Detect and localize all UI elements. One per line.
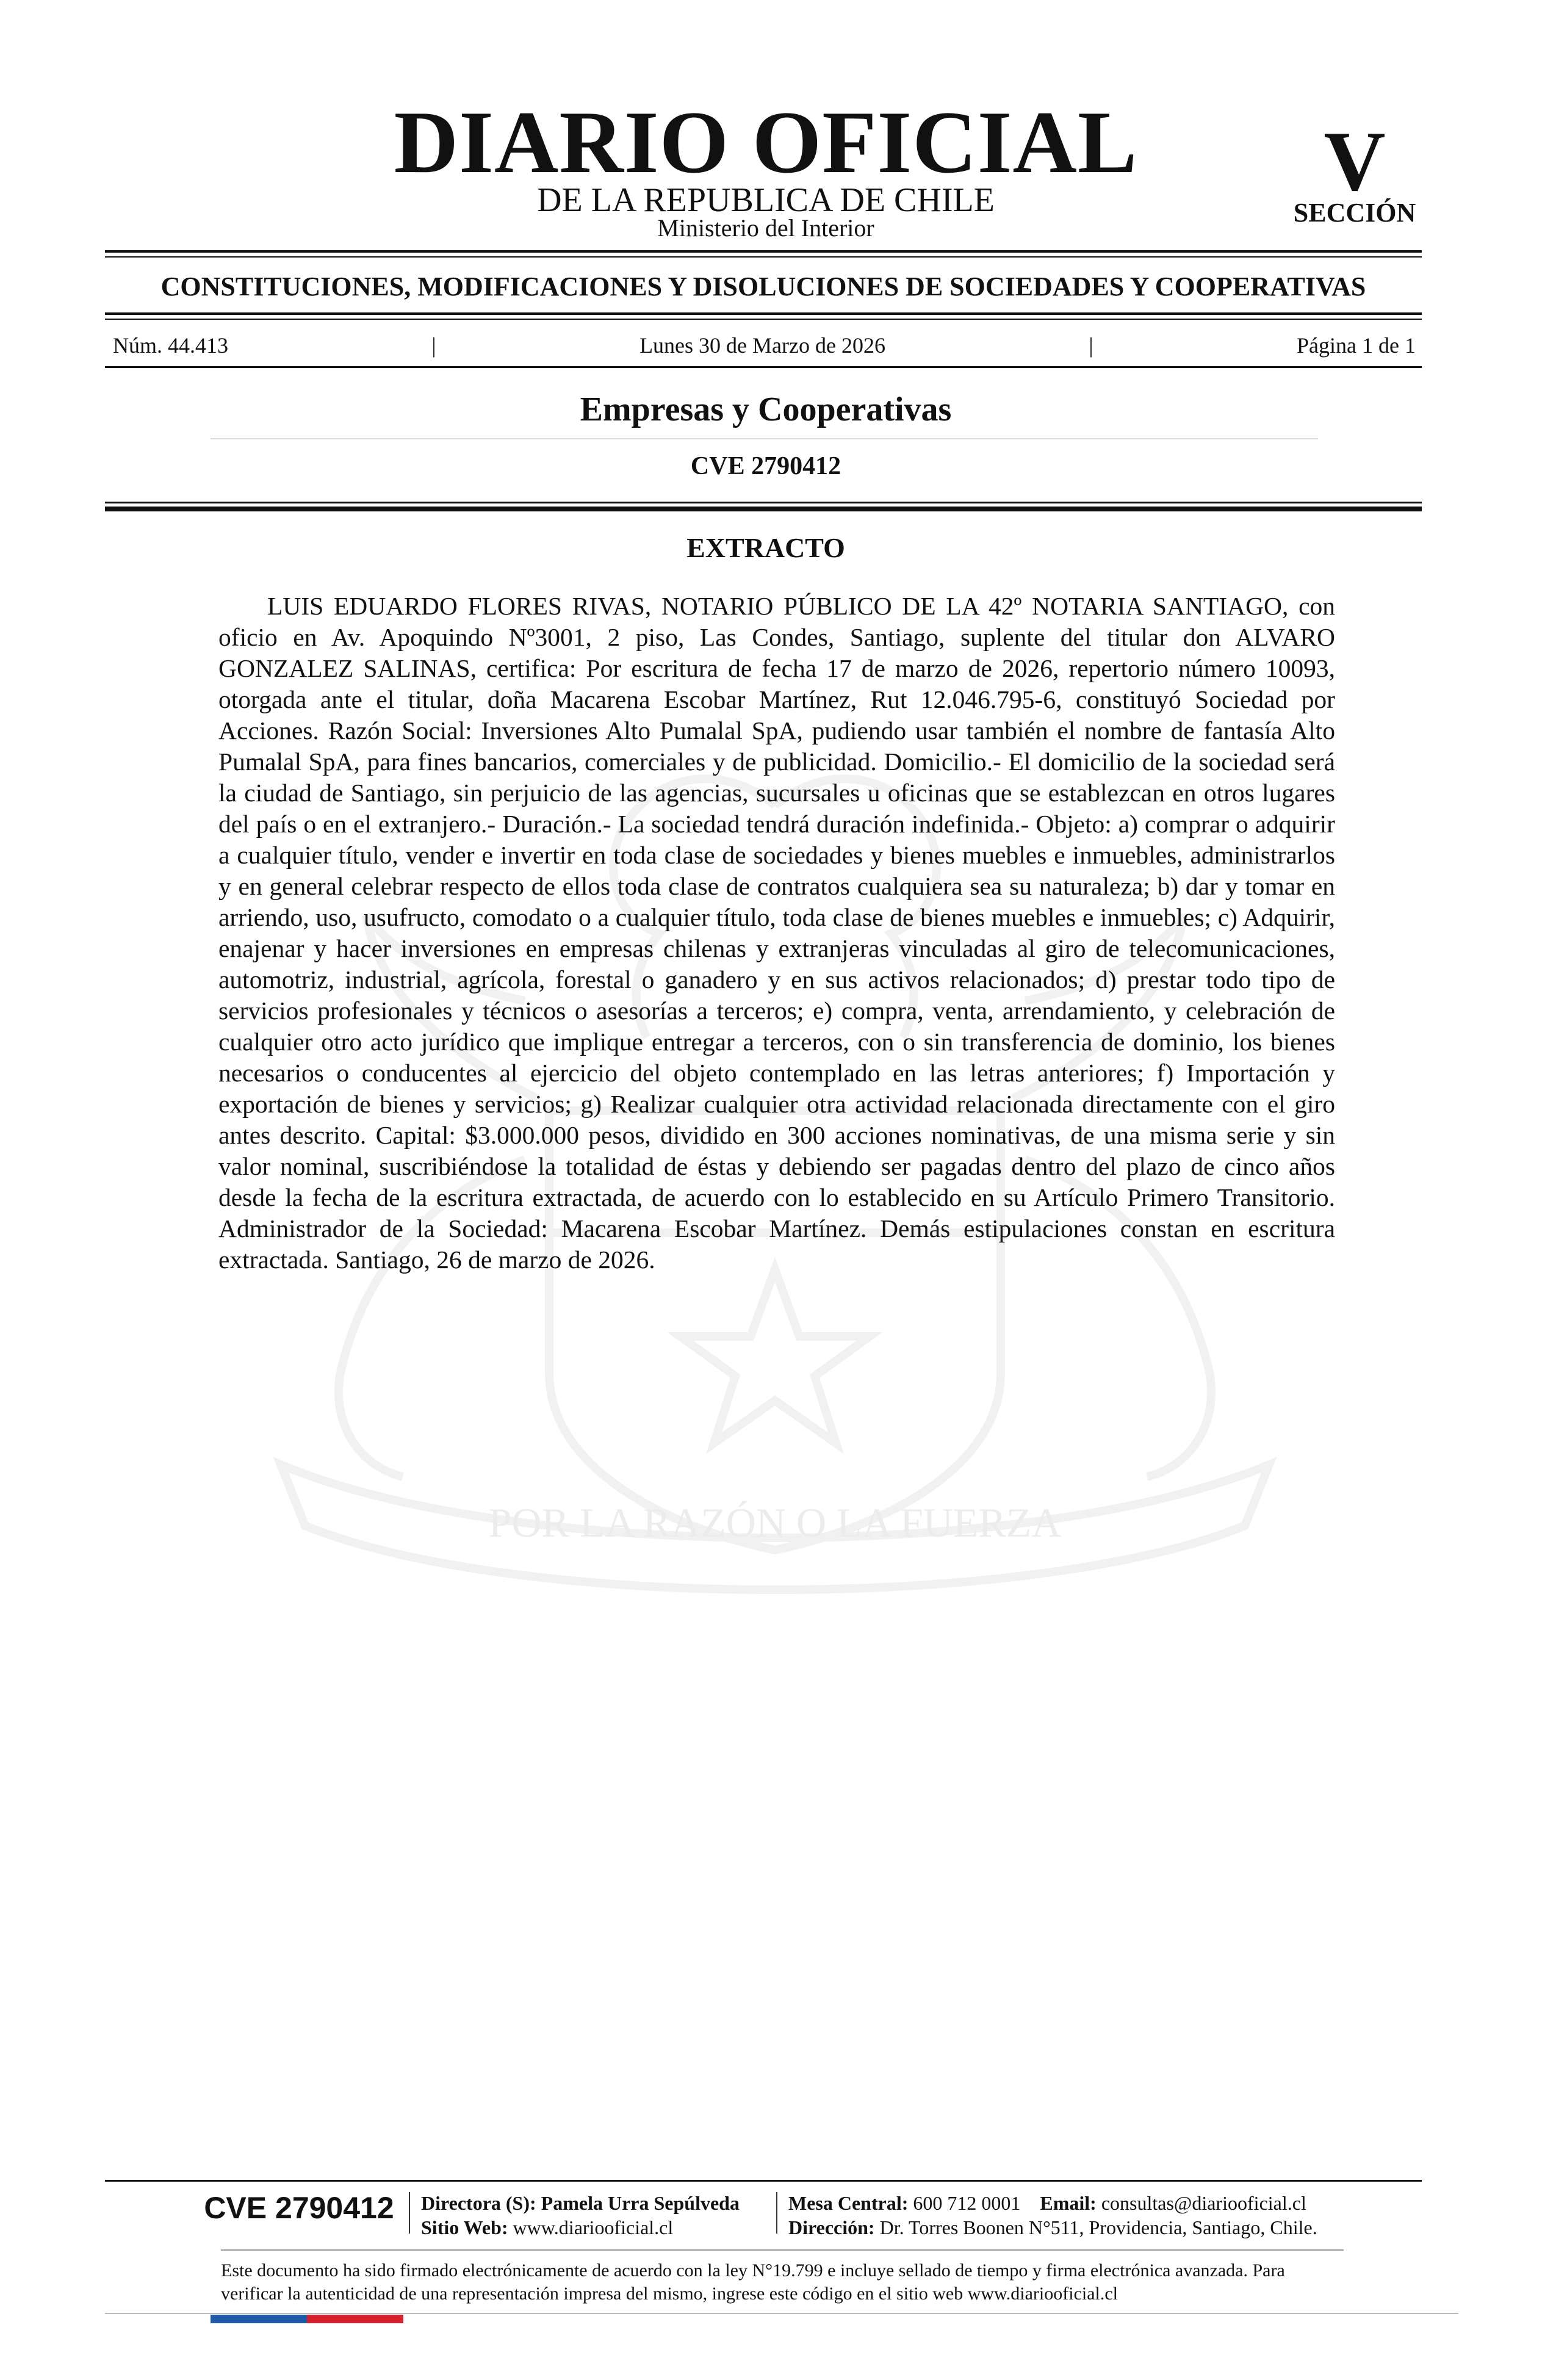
email-label: Email: xyxy=(1040,2192,1097,2214)
director-label: Directora (S): xyxy=(421,2192,536,2214)
section-label: SECCIÓN xyxy=(1293,198,1416,228)
phone-number: 600 712 0001 xyxy=(913,2192,1021,2214)
cve-code: CVE 2790412 xyxy=(690,452,841,480)
flag-stripe-blue xyxy=(211,2315,307,2323)
footer-director-block xyxy=(421,2191,769,2240)
category-title: Empresas y Cooperativas xyxy=(580,391,952,428)
document-title: EXTRACTO xyxy=(686,532,845,563)
section-rule-thin xyxy=(105,319,1422,320)
director-name: Pamela Urra Sepúlveda xyxy=(541,2192,740,2214)
section-title: CONSTITUCIONES, MODIFICACIONES Y DISOLUCIONES DE SOCIEDADES Y COOPERATIVAS xyxy=(160,272,1366,301)
newspaper-title: DIARIO OFICIAL xyxy=(394,93,1138,192)
address-label: Dirección: xyxy=(788,2216,875,2238)
footer-divider xyxy=(776,2192,777,2234)
masthead-rule-thin xyxy=(105,256,1422,258)
footer-cve: CVE 2790412 xyxy=(204,2191,394,2225)
flag-stripe-red xyxy=(307,2315,403,2323)
issue-number: Núm. 44.413 xyxy=(113,333,228,358)
newspaper-subtitle: DE LA REPUBLICA DE CHILE xyxy=(537,181,995,219)
category-divider xyxy=(211,438,1318,439)
document-body: LUIS EDUARDO FLORES RIVAS, NOTARIO PÚBLICO DE LA 42º NOTARIA SANTIAGO, con oficio en Av. Apoquindo Nº3001, 2 piso, Las Condes, Santiago, suplente del titular don ALVARO GONZALEZ SALINAS, certifica: Por escritura de fecha 17 de marzo de 2026, repertorio número 10093, otorgada ante el titular, doña Macarena Escobar Martínez, Rut 12.046.795-6, constituyó Sociedad por Acciones. Razón Social: Inversiones Alto Pumalal SpA, pudiendo usar también el nombre de fantasía Alto Pumalal SpA, para fines bancarios, comerciales y de publicidad. Domicilio.- El domicilio de la sociedad será la ciudad de Santiago, sin perjuicio de las agencias, sucursales u oficinas que se establezcan en otros lugares del país o en el extranjero.- Duración.- La sociedad tendrá duración indefinida.- Objeto: a) comprar o adquirir a cualquier título, vender e invertir en toda clase de sociedades y bienes muebles e inmuebles, administrarlos y en general celebrar respecto de ellos toda clase de contratos cualquiera sea su naturaleza; b) dar y tomar en arriendo, uso, usufructo, comodato o a cualquier título, toda clase de bienes muebles e inmuebles; c) Adquirir, enajenar y hacer inversiones en empresas chilenas y extranjeras vinculadas al giro de telecomunicaciones, automotriz, industrial, agrícola, forestal o ganadero y en sus activos relacionados; d) prestar todo tipo de servicios profesionales y técnicos o asesorías a terceros; e) compra, venta, arrendamiento, y celebración de cualquier otro acto jurídico que implique entregar a terceros, con o sin transferencia de dominio, los bienes necesarios o conducentes al ejercicio del objeto contemplado en las letras anteriores; f) Importación y exportación de bienes y servicios; g) Realizar cualquier otra actividad relacionada directamente con el giro antes descrito. Capital: $3.000.000 pesos, dividido en 300 acciones nominativas, de una misma serie y sin valor nominal, suscribiéndose la totalidad de éstas y debiendo ser pagadas dentro del plazo de cinco años desde la fecha de la escritura extractada, de acuerdo con lo establecido en su Artículo Primero Transitorio. Administrador de la Sociedad: Macarena Escobar Martínez. Demás estipulaciones constan en escritura extractada. Santiago, 26 de marzo de 2026. xyxy=(218,592,1335,1274)
web-label: Sitio Web: xyxy=(421,2216,508,2238)
watermark-motto: POR LA RAZÓN O LA FUERZA xyxy=(488,1499,1062,1546)
phone-label: Mesa Central: xyxy=(788,2192,909,2214)
legal-notice: Este documento ha sido firmado electrónicamente de acuerdo con la ley N°19.799 e incluye sellado de tiempo y firma electrónica avanzada. Para verificar la autenticidad de una representación impresa del mismo, ingrese este código en el sitio web www.diariooficial.cl xyxy=(221,2260,1285,2304)
meta-rule xyxy=(105,366,1422,368)
website-link[interactable]: www.diariooficial.cl xyxy=(513,2216,674,2238)
footer-divider xyxy=(409,2192,410,2234)
legal-divider xyxy=(221,2249,1344,2251)
issue-separator: | xyxy=(1089,333,1093,358)
footer-contact-block xyxy=(788,2191,1368,2240)
address-text: Dr. Torres Boonen N°511, Providencia, Santiago, Chile. xyxy=(879,2216,1317,2238)
ministry-name: Ministerio del Interior xyxy=(657,214,874,242)
issue-page: Página 1 de 1 xyxy=(1297,333,1416,358)
issue-date: Lunes 30 de Marzo de 2026 xyxy=(639,333,885,358)
doc-rule-thick xyxy=(105,507,1422,511)
issue-separator: | xyxy=(431,333,436,358)
doc-rule xyxy=(105,502,1422,503)
section-numeral: V xyxy=(1324,114,1386,209)
email-link[interactable]: consultas@diariooficial.cl xyxy=(1101,2192,1306,2214)
footer-bottom-rule xyxy=(105,2313,1458,2314)
masthead-rule xyxy=(105,250,1422,253)
issue-meta xyxy=(113,332,1416,359)
section-rule xyxy=(105,312,1422,315)
footer-rule xyxy=(105,2180,1422,2182)
